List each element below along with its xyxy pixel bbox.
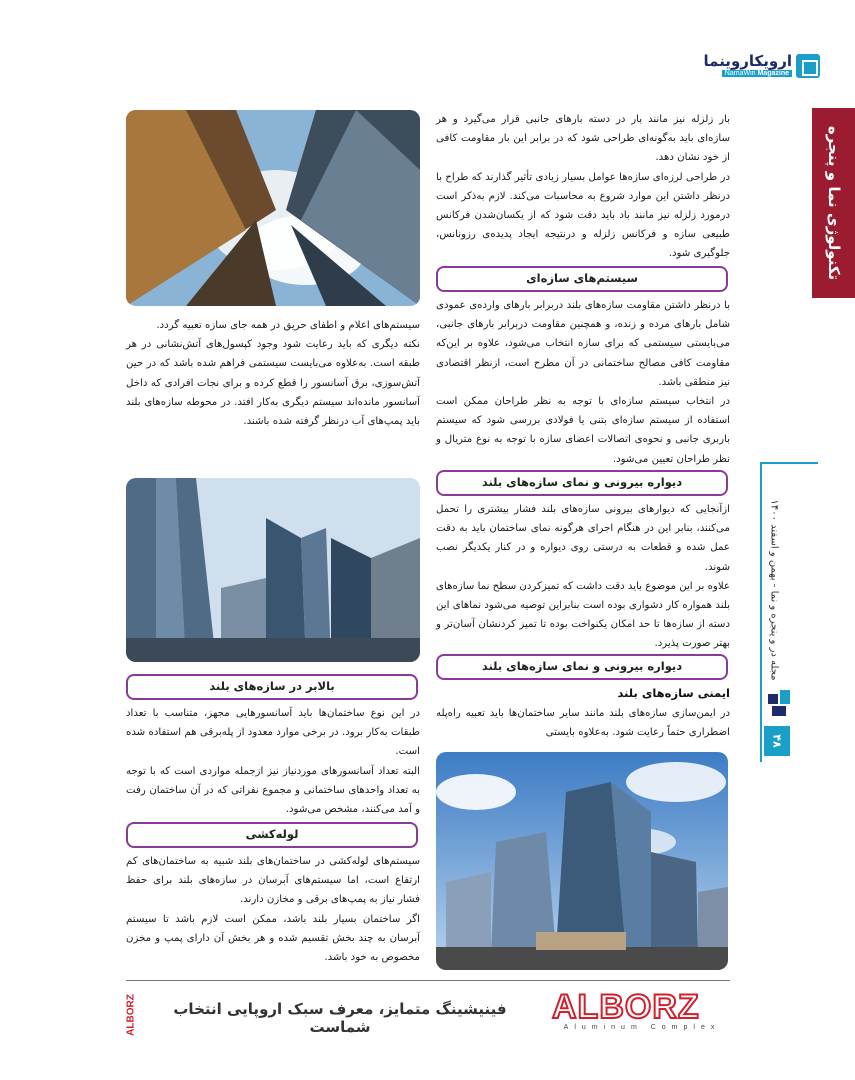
paragraph: ازآنجایی که دیوارهای بیرونی سازه‌های بلند فشار بیشتری را تحمل می‌کنند، بنابر این در هنگام اجرای هرگونه نمای ساختمان باید به دقت عمل شده و قطعات به درستی روی دیواره و در کنار یکدیگر نصب شوند. (436, 504, 730, 573)
paragraph: در این نوع ساختمان‌ها باید آسانسورهایی مجهز، متناسب با تعداد طبقات به‌کار برود. در برخی موارد معدود از پله‌برقی هم استفاده شده است. (126, 708, 420, 758)
paragraph: در طراحی لرزه‌ای سازه‌ها عوامل بسیار زیادی تأثیر گذارند که طراح با درنظر داشتن این موارد شروع به محاسبات می‌کند. لازم به‌ذکر است درمورد زلزله نیز مانند باد باید دقت شود که از یکسان‌شدن فرکانس طبیعی سازه و فرکانس زلزله و درنتیجه ایجاد پدیده‌ی رزونانس، جلوگیری شود. (436, 171, 730, 260)
paragraph: نکته دیگری که باید رعایت شود وجود کپسول‌های آتش‌نشانی در هر طبقه است. به‌علاوه می‌بایست سیستمی فراهم شده باشد که در حین آتش‌سوزی، برق آسانسور را قطع کرده و برای نجات افرادی که داخل آسانسور مانده‌اند سیستم دیگری به‌کار افتد. در محوطه سازه‌های بلند باید پمپ‌های آب درنظر گرفته شده باشند. (126, 339, 420, 428)
logo-text-en: NamaWin Magazine (722, 70, 792, 77)
alborz-subtitle: Aluminum Complex (563, 1024, 721, 1031)
section-tab (812, 108, 855, 298)
footer-brand-vertical: ALBORZ (125, 994, 137, 1036)
paragraph: بار زلزله نیز مانند بار در دسته بارهای جانبی قرار می‌گیرد و هر سازه‌ای باید به‌گونه‌ای طراحی شود که در برابر این بار مقاومت کافی از خود نشان دهد. (436, 114, 730, 164)
left-column-elevators (126, 704, 420, 819)
right-column-walls (436, 500, 730, 654)
alborz-wordmark: ALBORZ (552, 988, 700, 1026)
right-column-intro (436, 110, 730, 264)
photo-looking-up-skyscrapers (126, 110, 420, 306)
magazine-logo (640, 52, 820, 82)
logo-text-fa: ارویکاروینما (703, 52, 792, 70)
photo-office-towers (436, 752, 728, 970)
heading-exterior-walls: دیواره بیرونی و نمای سازه‌های بلند (436, 470, 728, 496)
magazine-issue-line: مجله در و پنجره و نما - بهمن و اسفند ۱۴۰۰ (768, 499, 780, 681)
paragraph: البته تعداد آسانسورهای موردنیاز نیز ازجمله مواردی است که با توجه به تعداد واحدهای ساختمانی و مجموع نفراتی که در آن ساختمان رفت و آمد می‌کنند، مشخص می‌شود. (126, 765, 420, 816)
paragraph: سیستم‌های اعلام و اطفای حریق در همه جای سازه تعبیه گردد. (156, 320, 420, 331)
left-column-plumbing (126, 852, 420, 967)
left-column-fire (126, 316, 420, 431)
right-column-safety (436, 704, 730, 742)
footer-tagline: فینیشینگ متمایز، معرف سبک اروپایی انتخاب شماست (173, 1000, 507, 1036)
magazine-window-icon (768, 690, 790, 716)
photo-glass-towers (126, 478, 420, 662)
paragraph: اگر ساختمان بسیار بلند باشد، ممکن است لازم باشد تا سیستم آبرسان به چند بخش تقسیم شده و هر بخش آن دارای پمپ و مخزن مخصوص به خود باشد. (126, 913, 420, 964)
sidebar-rule-top (760, 462, 818, 464)
paragraph: در انتخاب سیستم سازه‌ای با توجه به نظر طراحان ممکن است استفاده از سیستم سازه‌ای بتنی یا فولادی بررسی شود که سیستم باربری جانبی و نحوه‌ی اتصالات اعضای سازه با توجه به نوع متریال و نظر طراحان تعیین می‌شود. (436, 396, 730, 465)
subheading-safety: ایمنی سازه‌های بلند (617, 686, 730, 700)
logo-mark-icon (796, 54, 820, 78)
heading-elevators: بالابر در سازه‌های بلند (126, 674, 418, 700)
paragraph: علاوه بر این موضوع باید دقت داشت که تمیزکردن سطح نما سازه‌های بلند همواره کار دشواری بوده است بنابراین توصیه می‌شود نماهای این دسته از سازه‌ها تا حد امکان یکنواخت بوده تا تمیز کردنشان آسان‌تر و بهتر صورت پذیرد. (436, 580, 730, 650)
footer-divider (126, 980, 730, 981)
paragraph: سیستم‌های لوله‌کشی در ساختمان‌های بلند شبیه به ساختمان‌های کم ارتفاع است، اما سیستم‌های آبرسان در سازه‌های بلند برای حفظ فشار نیاز به پمپ‌های برقی و مخازن دارند. (126, 856, 420, 906)
heading-exterior-walls-2: دیواره بیرونی و نمای سازه‌های بلند (436, 654, 728, 680)
sidebar-rule (760, 462, 762, 762)
section-tab-label: تکنولوژی نما و پنجره (824, 125, 843, 281)
paragraph: با درنظر داشتن مقاومت سازه‌های بلند دربرابر بارهای وارده‌ی عمودی شامل بارهای مرده و زنده، و همچنین مقاومت دربرابر بارهای جانبی، می‌بایستی سیستمی که برای سازه انتخاب می‌شود، علاوه بر این‌که مقاومت کافی مصالح ساختمانی در آن مطرح است، ازنظر اقتصادی نیز منطقی باشد. (436, 300, 730, 388)
heading-structural-systems: سیستم‌های سازه‌ای (436, 266, 728, 292)
paragraph: در ایمن‌سازی سازه‌های بلند مانند سایر ساختمان‌ها باید تعبیه راه‌پله اضطراری حتماً رعایت شود. به‌علاوه بایستی (436, 708, 730, 739)
alborz-logo (552, 990, 732, 1034)
page-number: ۴۸ (764, 726, 790, 756)
right-column-structural (436, 296, 730, 469)
heading-plumbing: لوله‌کشی (126, 822, 418, 848)
